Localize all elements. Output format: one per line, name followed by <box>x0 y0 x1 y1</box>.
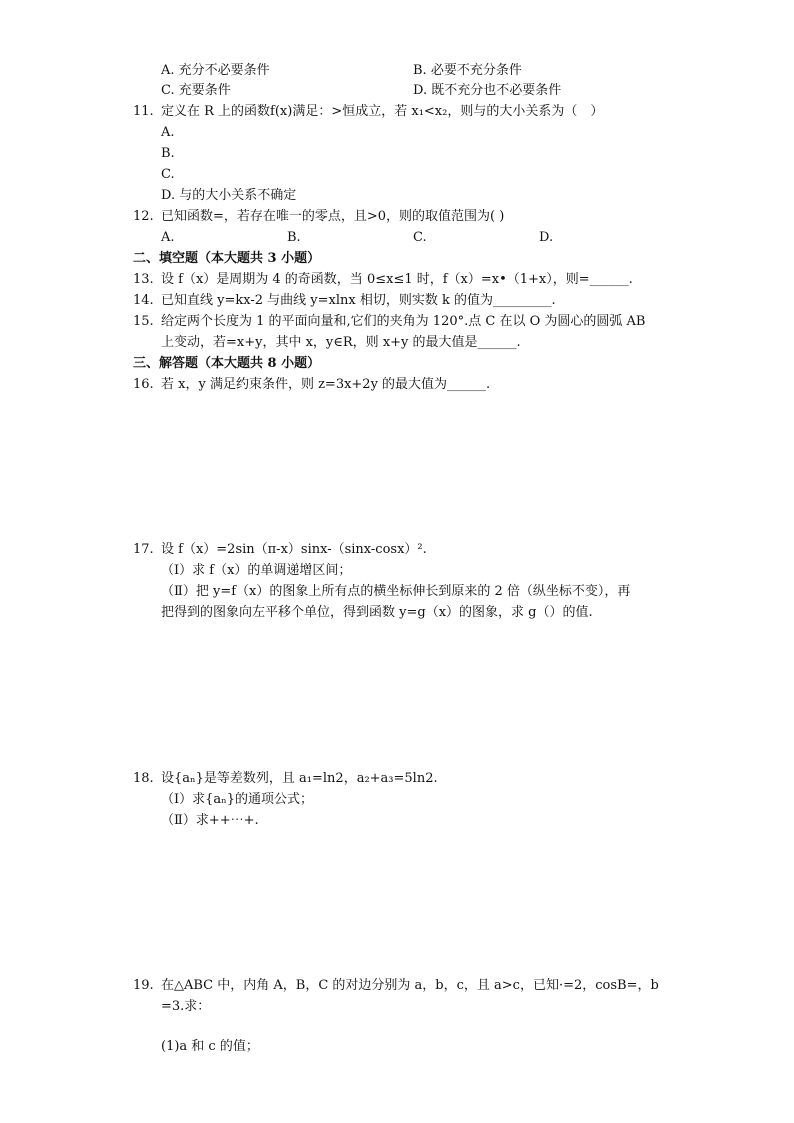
q11-stem: 定义在 R 上的函数f(x)满足：>恒成立，若 x₁<x₂，则与的大小关系为（ ） <box>161 104 604 119</box>
q12-option-d: D. <box>539 230 554 245</box>
q18-part-2: （Ⅱ）求++⋯+. <box>161 813 259 828</box>
q18-number: 18. <box>133 771 154 786</box>
q14-number: 14. <box>133 293 154 308</box>
q12-number: 12. <box>133 209 154 224</box>
q16-stem: 若 x，y 满足约束条件，则 z=3x+2y 的最大值为______. <box>161 377 491 392</box>
q13-stem: 设 f（x）是周期为 4 的奇函数，当 0≤x≤1 时，f（x）=x•（1+x），则=______. <box>161 272 633 287</box>
q17-stem: 设 f（x）=2sin（π-x）sinx-（sinx-cosx）². <box>161 542 427 557</box>
q16-number: 16. <box>133 377 154 392</box>
q12-option-a: A. <box>161 230 175 245</box>
q10-option-c: C. 充要条件 <box>161 83 231 98</box>
q17-number: 17. <box>133 542 154 557</box>
q17-part-2-line-2: 把得到的图象向左平移个单位，得到函数 y=g（x）的图象，求 g（）的值. <box>161 605 593 620</box>
q15-line-1: 给定两个长度为 1 的平面向量和,它们的夹角为 120°.点 C 在以 O 为圆心的圆弧 AB <box>161 314 646 329</box>
q12-option-c: C. <box>413 230 427 245</box>
section-answer-title: 三、解答题（本大题共 8 小题） <box>133 356 321 371</box>
q19-line-1: 在△ABC 中，内角 A，B，C 的对边分别为 a，b，c，且 a>c，已知·=2，cosB=，b <box>161 978 659 993</box>
q15-line-2: 上变动，若=x+y，其中 x，y∈R，则 x+y 的最大值是______. <box>161 335 521 350</box>
q17-part-1: （Ⅰ）求 f（x）的单调递增区间； <box>161 563 352 578</box>
q19-line-2: =3.求： <box>161 999 211 1014</box>
q13-number: 13. <box>133 272 154 287</box>
q12-stem: 已知函数=，若存在唯一的零点，且>0，则的取值范围为( ) <box>161 209 505 224</box>
q18-stem: 设{aₙ}是等差数列，且 a₁=ln2，a₂+a₃=5ln2. <box>161 771 438 786</box>
q15-number: 15. <box>133 314 154 329</box>
q17-part-2-line-1: （Ⅱ）把 y=f（x）的图象上所有点的横坐标伸长到原来的 2 倍（纵坐标不变），再 <box>161 584 631 599</box>
section-fill-in-title: 二、填空题（本大题共 3 小题） <box>133 251 321 266</box>
q19-part-1: (1)a 和 c 的值； <box>161 1039 259 1054</box>
q10-option-d: D. 既不充分也不必要条件 <box>413 83 562 98</box>
q19-number: 19. <box>133 978 154 993</box>
q12-option-b: B. <box>287 230 301 245</box>
q11-option-c: C. <box>161 167 175 182</box>
q14-stem: 已知直线 y=kx-2 与曲线 y=xlnx 相切，则实数 k 的值为_________. <box>161 293 556 308</box>
q11-number: 11. <box>133 104 154 119</box>
q11-option-b: B. <box>161 146 175 161</box>
q11-option-d: D. 与的大小关系不确定 <box>161 188 297 203</box>
q10-option-a: A. 充分不必要条件 <box>161 63 270 78</box>
q18-part-1: （Ⅰ）求{aₙ}的通项公式； <box>161 792 314 807</box>
q10-option-b: B. 必要不充分条件 <box>413 63 522 78</box>
q11-option-a: A. <box>161 125 175 140</box>
